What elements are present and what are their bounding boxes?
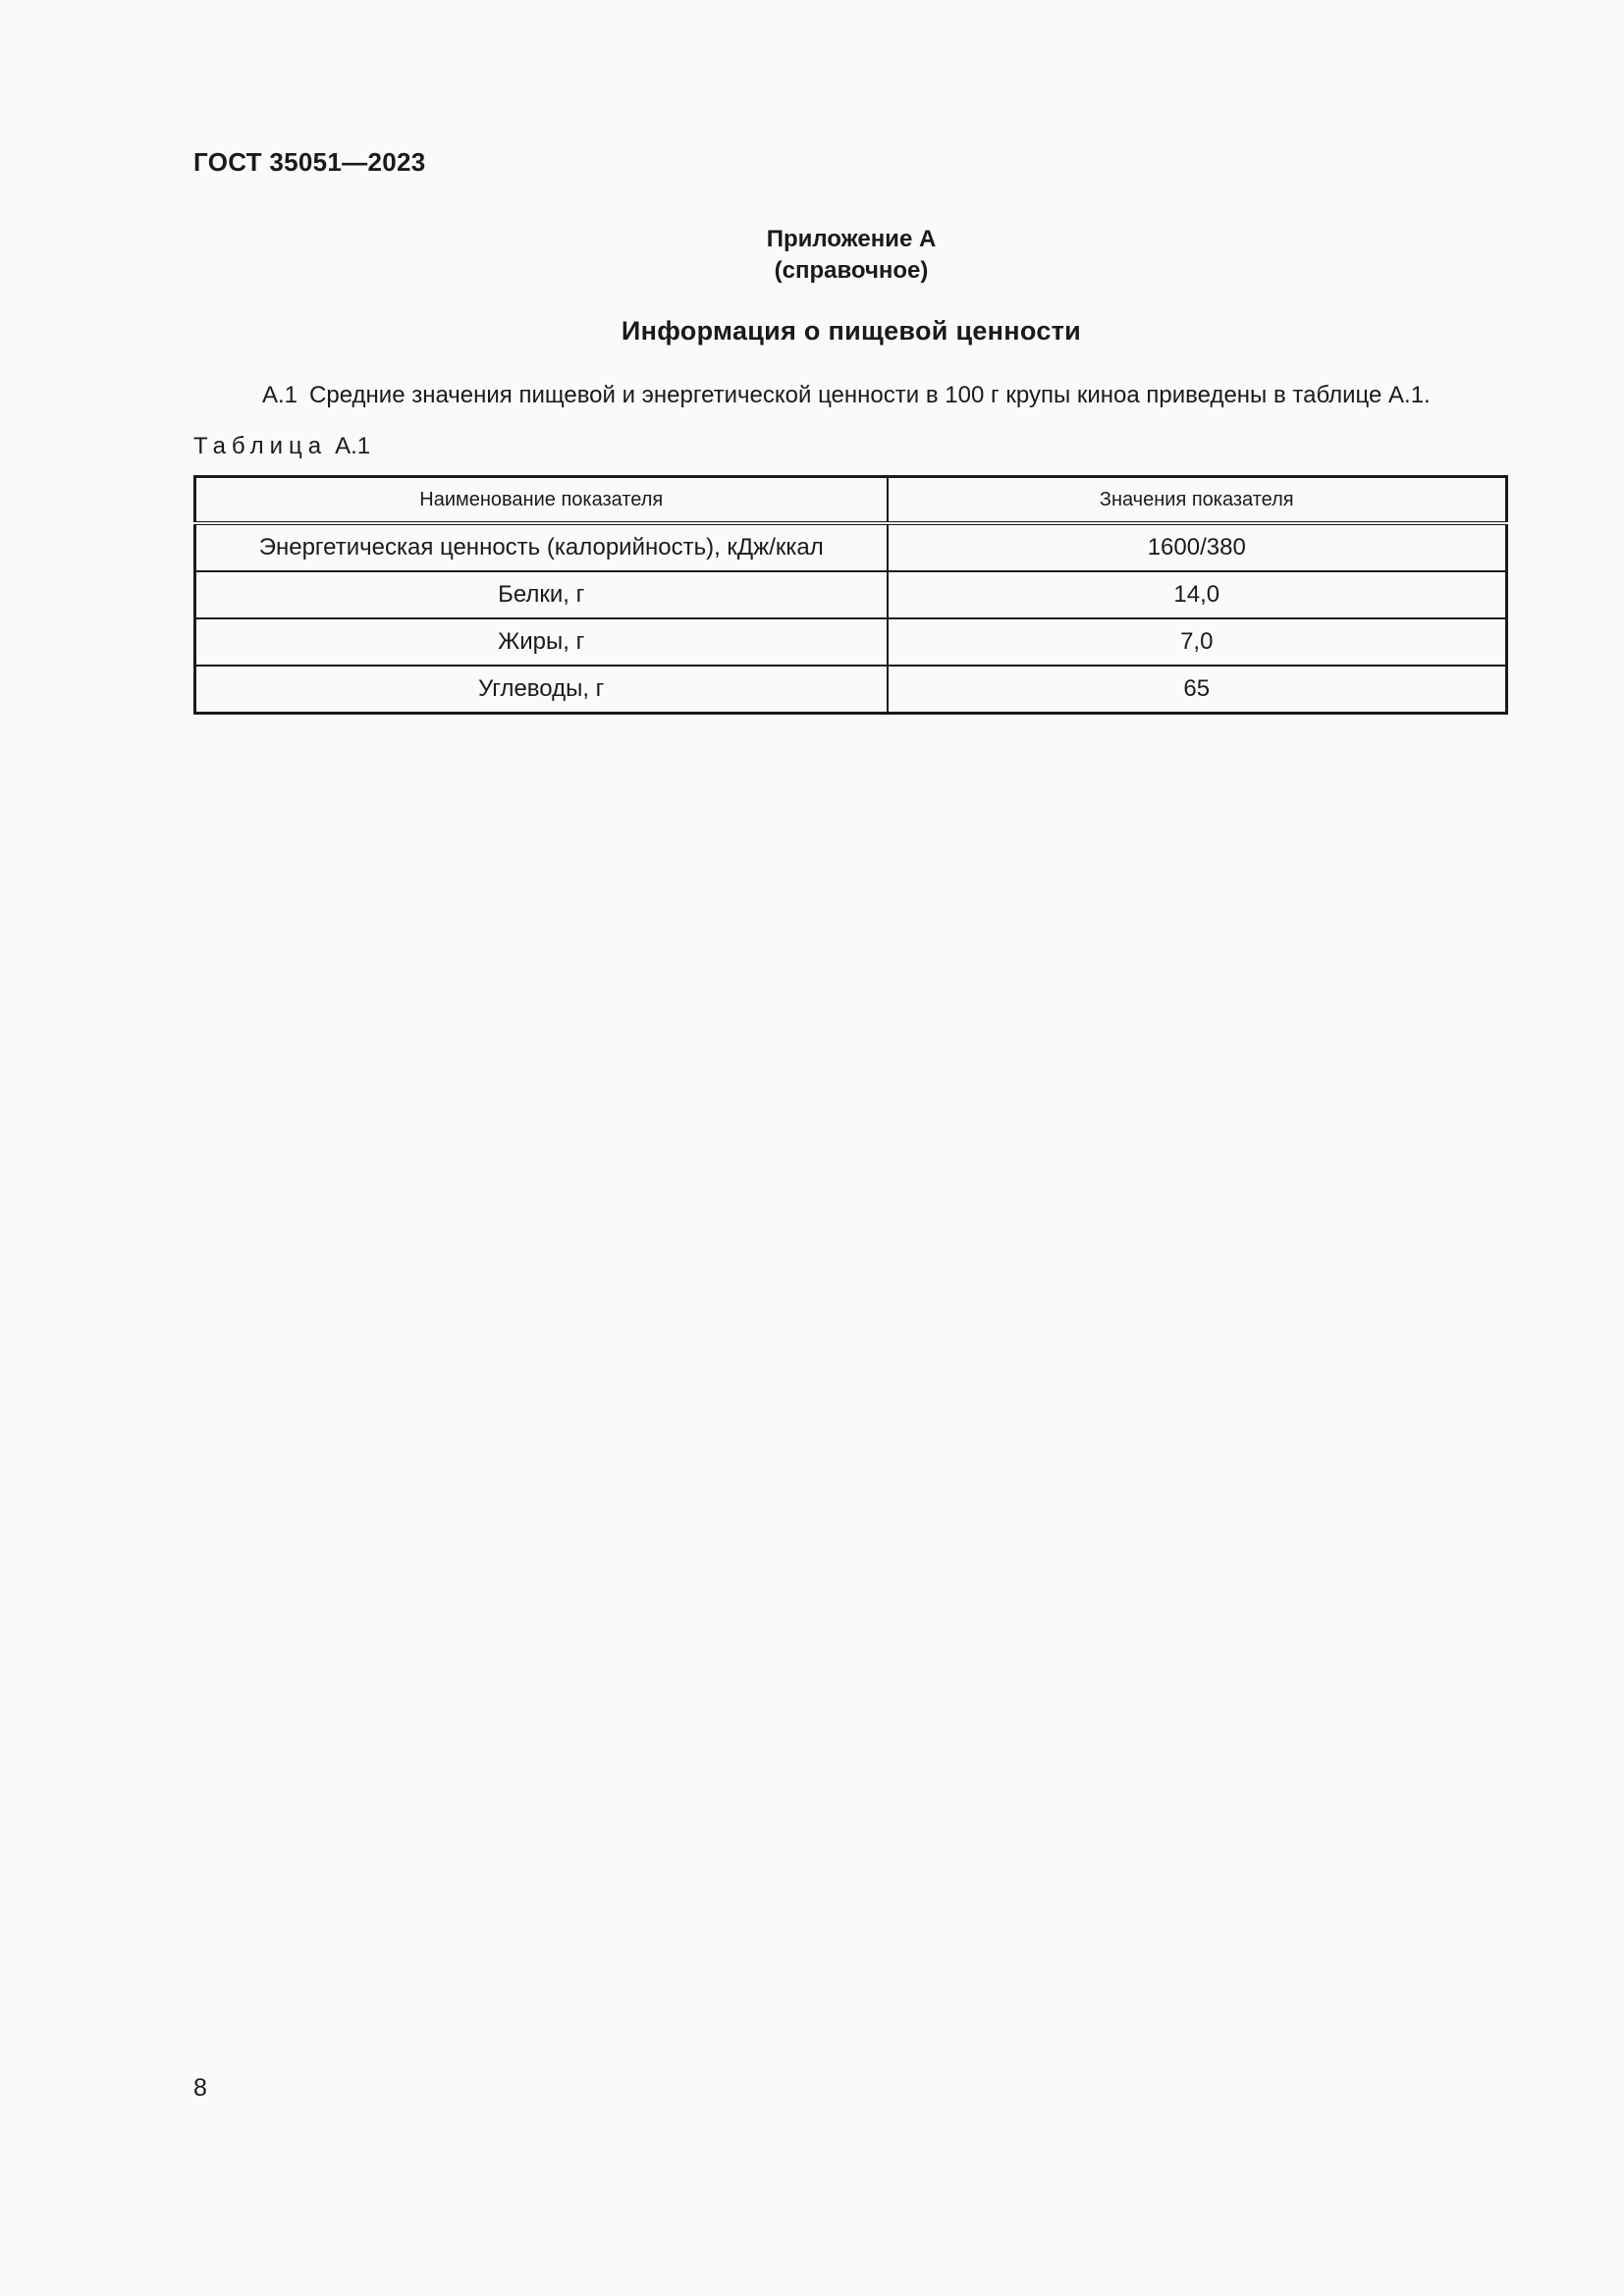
indicator-name-cell: Жиры, г — [195, 618, 888, 666]
table-row — [195, 666, 1507, 714]
paragraph-a1 — [262, 381, 1431, 410]
appendix-subtitle: (справочное) — [774, 257, 929, 284]
table-caption — [193, 433, 370, 460]
column-header-value: Значения показателя — [888, 477, 1507, 524]
indicator-name-cell: Белки, г — [195, 571, 888, 618]
table-header-row — [195, 477, 1507, 524]
page-number: 8 — [193, 2074, 207, 2102]
table-row — [195, 571, 1507, 618]
section-title: Информация о пищевой ценности — [621, 316, 1082, 346]
column-header-name: Наименование показателя — [195, 477, 888, 524]
indicator-value-cell: 1600/380 — [888, 523, 1507, 571]
table-caption-word: Таблица — [193, 433, 328, 459]
nutrition-table — [193, 475, 1508, 715]
table-row — [195, 618, 1507, 666]
paragraph-number: А.1 — [262, 382, 298, 408]
indicator-value-cell: 65 — [888, 666, 1507, 714]
paragraph-text: Средние значения пищевой и энергетической ценности в 100 г крупы киноа приведены в таблице А.1. — [309, 382, 1431, 408]
appendix-title: Приложение А — [766, 226, 937, 252]
table-caption-number: А.1 — [335, 433, 371, 459]
document-code: ГОСТ 35051—2023 — [193, 147, 426, 177]
indicator-value-cell: 14,0 — [888, 571, 1507, 618]
indicator-value-cell: 7,0 — [888, 618, 1507, 666]
indicator-name-cell: Энергетическая ценность (калорийность), кДж/ккал — [195, 523, 888, 571]
table-row — [195, 523, 1507, 571]
appendix-heading — [193, 224, 1509, 287]
indicator-name-cell: Углеводы, г — [195, 666, 888, 714]
